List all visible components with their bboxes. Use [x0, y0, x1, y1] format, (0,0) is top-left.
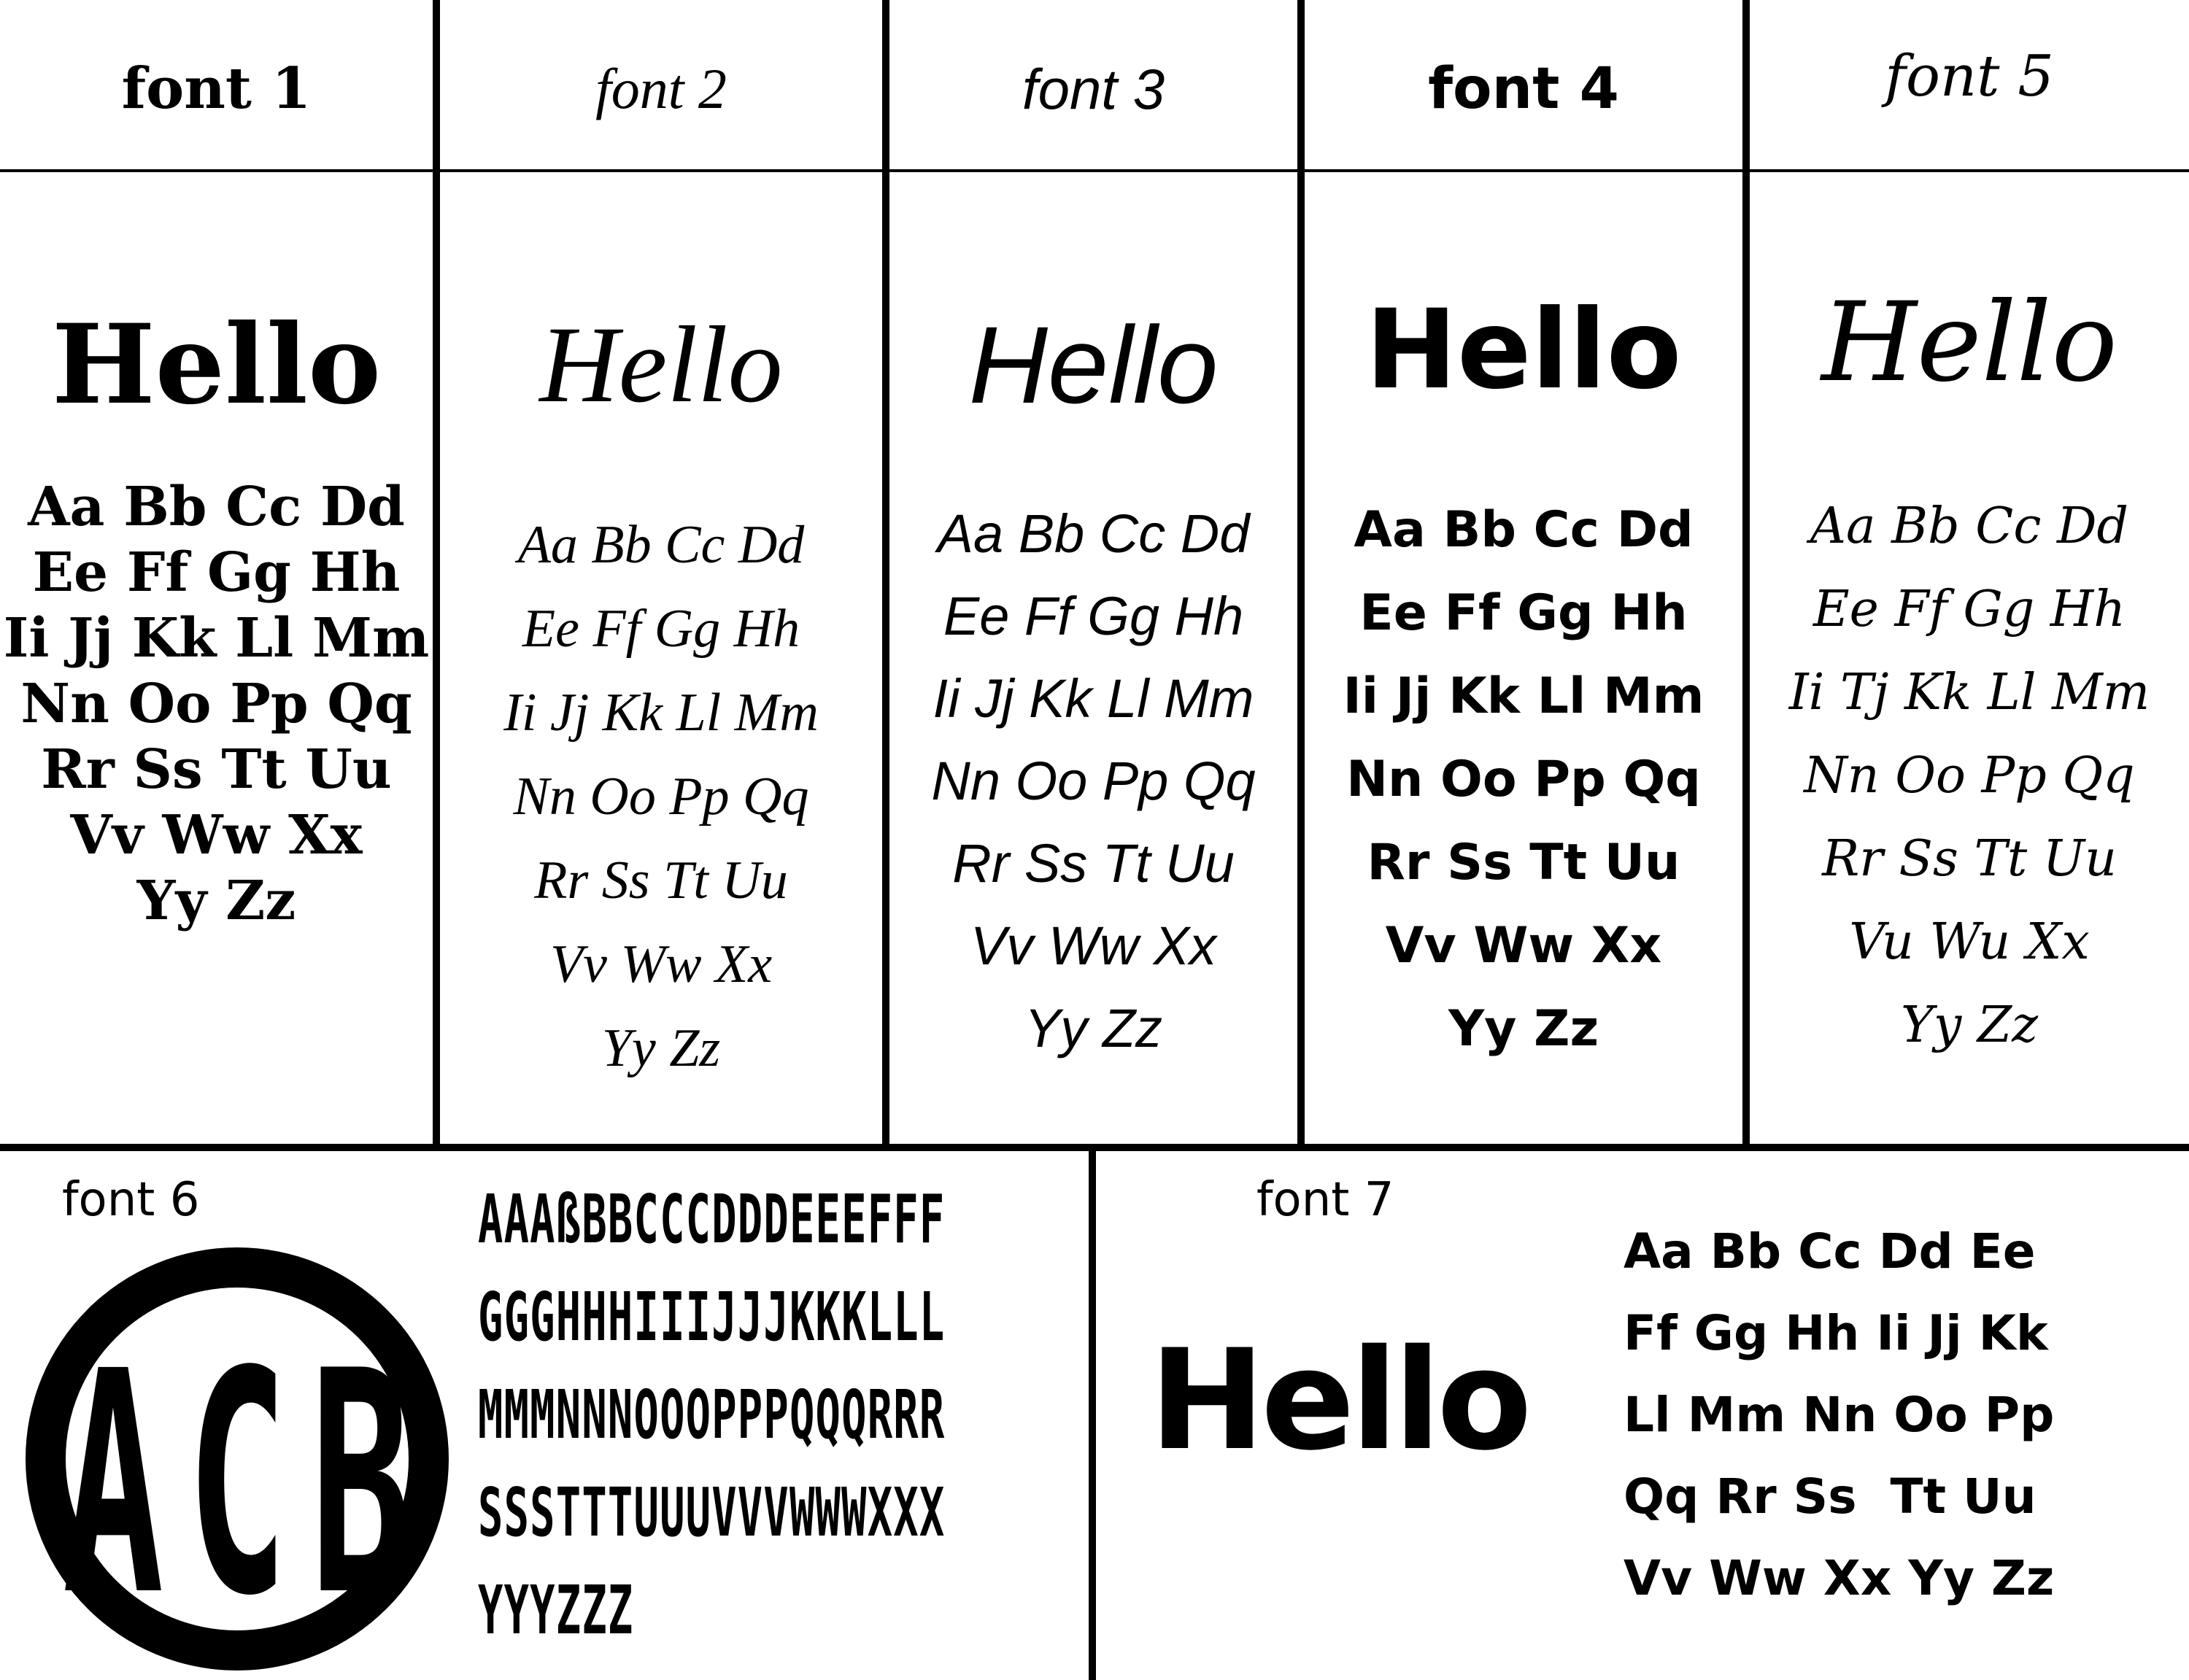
alphabet-sample — [440, 503, 882, 1091]
monogram-circle — [0, 1240, 474, 1678]
alphabet-line: Vv Ww Xx — [549, 934, 773, 994]
alphabet-line: Nn Oo Pp Qq — [20, 673, 412, 735]
alphabet-line: Aa Bb Cc Dd Ee — [1624, 1223, 2036, 1280]
hello-sample: Hello — [51, 301, 382, 429]
alphabet-line: Rr Ss Tt Uu — [1822, 830, 2117, 888]
hello-sample: Hello — [539, 304, 783, 425]
alphabet-line: Yy Zz — [1901, 996, 2038, 1054]
column-title: font 2 — [595, 57, 727, 120]
alphabet-line: Rr Ss Tt Uu — [41, 738, 392, 801]
column-title: font 3 — [1022, 57, 1165, 121]
alphabet-line: Aa Bb Cc Dd — [517, 515, 805, 575]
alphabet-line: Aa Bb Cc Dd — [937, 503, 1250, 564]
alphabet-line: Ee Ff Gg Hh — [943, 586, 1244, 646]
column-divider-4 — [1742, 0, 1750, 1144]
alphabet-sample — [0, 474, 433, 934]
alphabet-line: Ii Jj Kk Ll Mm — [3, 607, 430, 670]
font6-title: font 6 — [62, 1173, 200, 1227]
alphabet-sample — [1305, 489, 1742, 1071]
alphabet-line: Ii Jj Kk Ll Mm — [503, 683, 819, 743]
alphabet-line: Nn Oo Pp Qq — [931, 751, 1256, 811]
column-title: font 1 — [121, 55, 312, 122]
font-column-1 — [0, 0, 433, 1144]
monogram-row: SSSTTTUUUVVVWWWXXX — [478, 1474, 946, 1552]
monogram-alphabet-grid — [478, 1171, 1080, 1660]
font7-title: font 7 — [1256, 1173, 1394, 1227]
alphabet-line: Vv Ww Xx — [1385, 917, 1662, 975]
alphabet-line: Ii Tj Kk Ll Mm — [1788, 664, 2150, 721]
alphabet-line: Rr Ss Tt Uu — [952, 833, 1235, 894]
alphabet-line: Aa Bb Cc Dd — [28, 476, 405, 538]
alphabet-line: Yy Zz — [1448, 1000, 1599, 1058]
monogram-row: MMMNNNOOOPPPQQQRRR — [478, 1376, 946, 1454]
alphabet-line: Ee Ff Gg Hh — [1812, 581, 2126, 638]
alphabet-line: Vv Ww Xx Yy Zz — [1624, 1550, 2055, 1606]
hello-sample: Hello — [968, 303, 1219, 426]
font-column-5 — [1750, 0, 2189, 1144]
alphabet-line: Ll Mm Nn Oo Pp — [1624, 1387, 2055, 1443]
alphabet-line: Nn Oo Pp Qq — [513, 767, 809, 827]
hello-sample: Hello — [1365, 287, 1682, 414]
alphabet-sample — [889, 492, 1297, 1069]
alphabet-sample — [1750, 485, 2189, 1067]
monogram-row: AAAßBBCCCDDDEEEFFF — [478, 1180, 946, 1258]
alphabet-line: Ee Ff Gg Hh — [32, 541, 401, 604]
alphabet-line: Yy Zz — [601, 1018, 721, 1078]
font7-hello-sample: Hello — [1149, 1320, 1528, 1481]
bottom-divider — [1089, 1144, 1096, 1680]
column-divider-1 — [433, 0, 440, 1144]
monogram-row: YYYZZZ — [478, 1571, 634, 1649]
monogram-letter: B — [310, 1305, 412, 1663]
font-column-2 — [440, 0, 882, 1144]
alphabet-line: Ff Gg Hh Ii Jj Kk — [1624, 1305, 2048, 1361]
alphabet-line: Vv Ww Xx — [970, 916, 1217, 976]
alphabet-line: Yy Zz — [136, 870, 296, 932]
alphabet-line: Rr Ss Tt Uu — [1367, 834, 1680, 891]
monogram-letter: C — [186, 1305, 288, 1663]
alphabet-line: Nn Oo Pp Qq — [1346, 751, 1701, 808]
alphabet-line: Rr Ss Tt Uu — [534, 851, 788, 910]
alphabet-line: Yy Zz — [1024, 998, 1163, 1058]
alphabet-line: Aa Bb Cc Dd — [1810, 498, 2129, 555]
monogram-row: GGGHHHIIIJJJKKKLLL — [478, 1278, 946, 1356]
hello-sample: Hello — [1821, 279, 2117, 406]
column-title: font 4 — [1428, 56, 1619, 122]
font7-alphabet-sample — [1624, 1211, 2178, 1619]
column-divider-3 — [1297, 0, 1305, 1144]
alphabet-line: Vu Wu Xx — [1849, 913, 2090, 971]
alphabet-line: Vv Ww Xx — [70, 804, 363, 867]
font-column-3 — [889, 0, 1297, 1144]
alphabet-line: Ii Jj Kk Ll Mm — [1343, 667, 1705, 725]
column-divider-2 — [882, 0, 889, 1144]
alphabet-line: Aa Bb Cc Dd — [1354, 501, 1694, 559]
column-title: font 5 — [1885, 44, 2054, 109]
alphabet-line: Ee Ff Gg Hh — [522, 599, 800, 659]
alphabet-line: Nn Oo Pp Qq — [1804, 747, 2135, 805]
font-column-4 — [1305, 0, 1742, 1144]
alphabet-line: Ii Jj Kk Ll Mm — [933, 668, 1254, 729]
alphabet-line: Qq Rr Ss Tt Uu — [1624, 1468, 2036, 1525]
alphabet-line: Ee Ff Gg Hh — [1359, 584, 1688, 642]
monogram-letter: A — [62, 1305, 164, 1663]
